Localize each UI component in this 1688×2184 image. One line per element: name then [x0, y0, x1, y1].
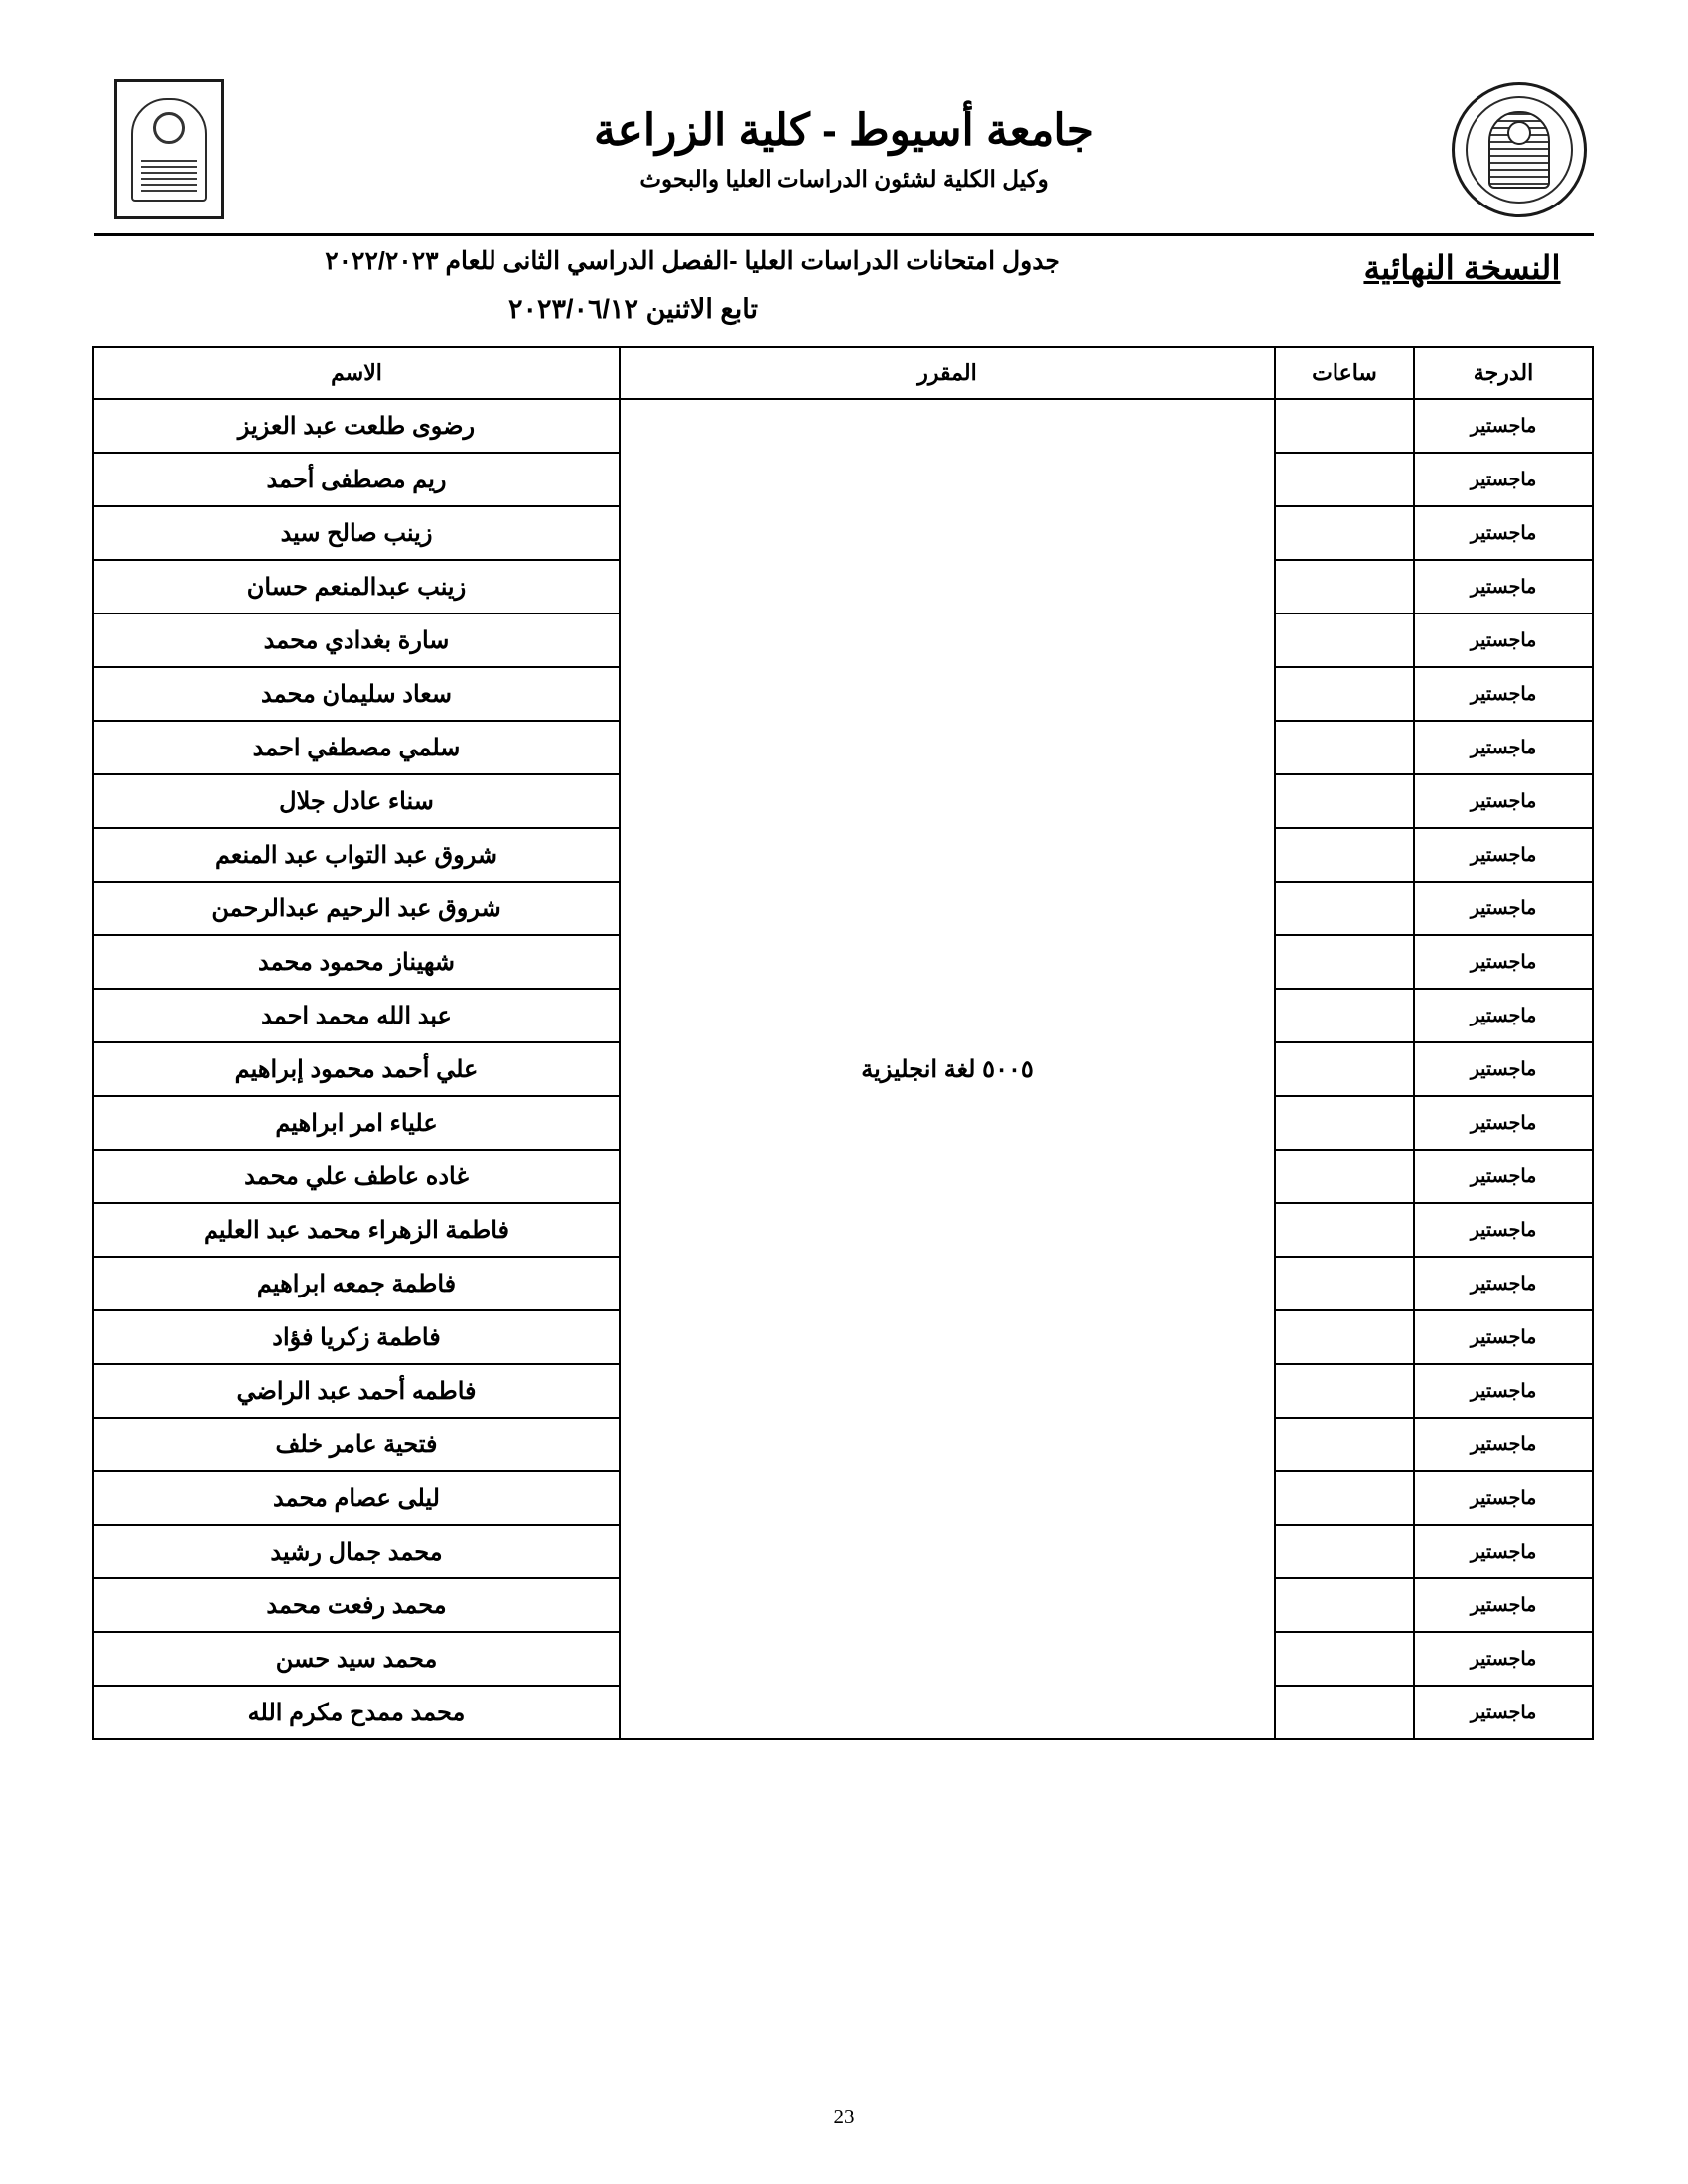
- cell-name: فاطمه أحمد عبد الراضي: [93, 1364, 620, 1418]
- column-header-course: المقرر: [620, 347, 1275, 399]
- cell-grade: ماجستير: [1414, 1203, 1593, 1257]
- cell-hours: [1275, 614, 1414, 667]
- cell-hours: [1275, 1578, 1414, 1632]
- column-header-name: الاسم: [93, 347, 620, 399]
- page-number: 23: [833, 2105, 855, 2128]
- cell-name: ريم مصطفى أحمد: [93, 453, 620, 506]
- cell-name: شروق عبد الرحيم عبدالرحمن: [93, 882, 620, 935]
- cell-name: فاطمة الزهراء محمد عبد العليم: [93, 1203, 620, 1257]
- schedule-title: جدول امتحانات الدراسات العليا -الفصل الدراسي الثانى للعام ٢٠٢٢/٢٠٢٣: [325, 247, 1060, 275]
- cell-hours: [1275, 1686, 1414, 1739]
- cell-grade: ماجستير: [1414, 774, 1593, 828]
- right-logo-container: [1445, 82, 1594, 217]
- cell-grade: ماجستير: [1414, 506, 1593, 560]
- cell-grade: ماجستير: [1414, 1042, 1593, 1096]
- cell-grade: ماجستير: [1414, 1310, 1593, 1364]
- cell-hours: [1275, 1257, 1414, 1310]
- cell-grade: ماجستير: [1414, 828, 1593, 882]
- cell-name: محمد ممدح مكرم الله: [93, 1686, 620, 1739]
- exam-table: [92, 346, 1594, 1740]
- cell-hours: [1275, 1203, 1414, 1257]
- subheader-center: [94, 246, 1331, 325]
- column-header-hours: ساعات: [1275, 347, 1414, 399]
- cell-name: شروق عبد التواب عبد المنعم: [93, 828, 620, 882]
- cell-hours: [1275, 1418, 1414, 1471]
- document-header: [94, 79, 1594, 219]
- cell-hours: [1275, 774, 1414, 828]
- table-body: [93, 399, 1593, 1739]
- cell-hours: [1275, 935, 1414, 989]
- cell-hours: [1275, 1471, 1414, 1525]
- cell-grade: ماجستير: [1414, 721, 1593, 774]
- cell-name: زينب صالح سيد: [93, 506, 620, 560]
- cell-grade: ماجستير: [1414, 1364, 1593, 1418]
- assiut-university-emblem-icon: [114, 79, 224, 219]
- cell-hours: [1275, 721, 1414, 774]
- cell-hours: [1275, 1364, 1414, 1418]
- exam-day-line: تابع الاثنين ٢٠٢٣/٠٦/١٢: [508, 294, 758, 324]
- cell-grade: ماجستير: [1414, 989, 1593, 1042]
- table-row: [93, 399, 1593, 453]
- header-divider: [94, 233, 1594, 236]
- cell-hours: [1275, 1096, 1414, 1150]
- cell-name: علياء امر ابراهيم: [93, 1096, 620, 1150]
- cell-name: ليلى عصام محمد: [93, 1471, 620, 1525]
- cell-grade: ماجستير: [1414, 1471, 1593, 1525]
- cell-hours: [1275, 506, 1414, 560]
- left-logo-container: [94, 79, 243, 219]
- cell-grade: ماجستير: [1414, 1578, 1593, 1632]
- cell-hours: [1275, 1525, 1414, 1578]
- cell-hours: [1275, 989, 1414, 1042]
- cell-name: فاطمة جمعه ابراهيم: [93, 1257, 620, 1310]
- cell-name: شهيناز محمود محمد: [93, 935, 620, 989]
- cell-name: عبد الله محمد احمد: [93, 989, 620, 1042]
- cell-grade: ماجستير: [1414, 882, 1593, 935]
- cell-grade: ماجستير: [1414, 1150, 1593, 1203]
- cell-name: محمد رفعت محمد: [93, 1578, 620, 1632]
- cell-name: علي أحمد محمود إبراهيم: [93, 1042, 620, 1096]
- cell-grade: ماجستير: [1414, 614, 1593, 667]
- cell-name: سعاد سليمان محمد: [93, 667, 620, 721]
- cell-grade: ماجستير: [1414, 1096, 1593, 1150]
- cell-grade: ماجستير: [1414, 453, 1593, 506]
- cell-name: رضوى طلعت عبد العزيز: [93, 399, 620, 453]
- faculty-of-agriculture-seal-icon: [1452, 82, 1587, 217]
- cell-name: محمد جمال رشيد: [93, 1525, 620, 1578]
- final-copy-stamp: النسخة النهائية: [1363, 249, 1561, 286]
- cell-hours: [1275, 1042, 1414, 1096]
- cell-hours: [1275, 1310, 1414, 1364]
- cell-name: سناء عادل جلال: [93, 774, 620, 828]
- cell-hours: [1275, 1632, 1414, 1686]
- header-title-block: [243, 106, 1445, 194]
- office-subtitle: وكيل الكلية لشئون الدراسات العليا والبحوث: [639, 166, 1049, 193]
- cell-hours: [1275, 828, 1414, 882]
- cell-hours: [1275, 667, 1414, 721]
- cell-hours: [1275, 560, 1414, 614]
- cell-name: محمد سيد حسن: [93, 1632, 620, 1686]
- column-header-grade: الدرجة: [1414, 347, 1593, 399]
- cell-grade: ماجستير: [1414, 560, 1593, 614]
- cell-hours: [1275, 882, 1414, 935]
- cell-grade: ماجستير: [1414, 1257, 1593, 1310]
- table-header-row: [93, 347, 1593, 399]
- university-title: جامعة أسيوط - كلية الزراعة: [594, 105, 1094, 155]
- cell-hours: [1275, 1150, 1414, 1203]
- cell-grade: ماجستير: [1414, 667, 1593, 721]
- cell-hours: [1275, 453, 1414, 506]
- cell-grade: ماجستير: [1414, 1632, 1593, 1686]
- cell-name: فاطمة زكريا فؤاد: [93, 1310, 620, 1364]
- cell-name: غاده عاطف علي محمد: [93, 1150, 620, 1203]
- cell-name: سلمي مصطفي احمد: [93, 721, 620, 774]
- subheader: [94, 246, 1594, 325]
- cell-grade: ماجستير: [1414, 1525, 1593, 1578]
- cell-hours: [1275, 399, 1414, 453]
- cell-name: سارة بغدادي محمد: [93, 614, 620, 667]
- cell-name: فتحية عامر خلف: [93, 1418, 620, 1471]
- cell-grade: ماجستير: [1414, 1686, 1593, 1739]
- cell-grade: ماجستير: [1414, 399, 1593, 453]
- cell-grade: ماجستير: [1414, 935, 1593, 989]
- cell-name: زينب عبدالمنعم حسان: [93, 560, 620, 614]
- cell-course: ٥٠٠٥ لغة انجليزية: [620, 399, 1275, 1739]
- cell-grade: ماجستير: [1414, 1418, 1593, 1471]
